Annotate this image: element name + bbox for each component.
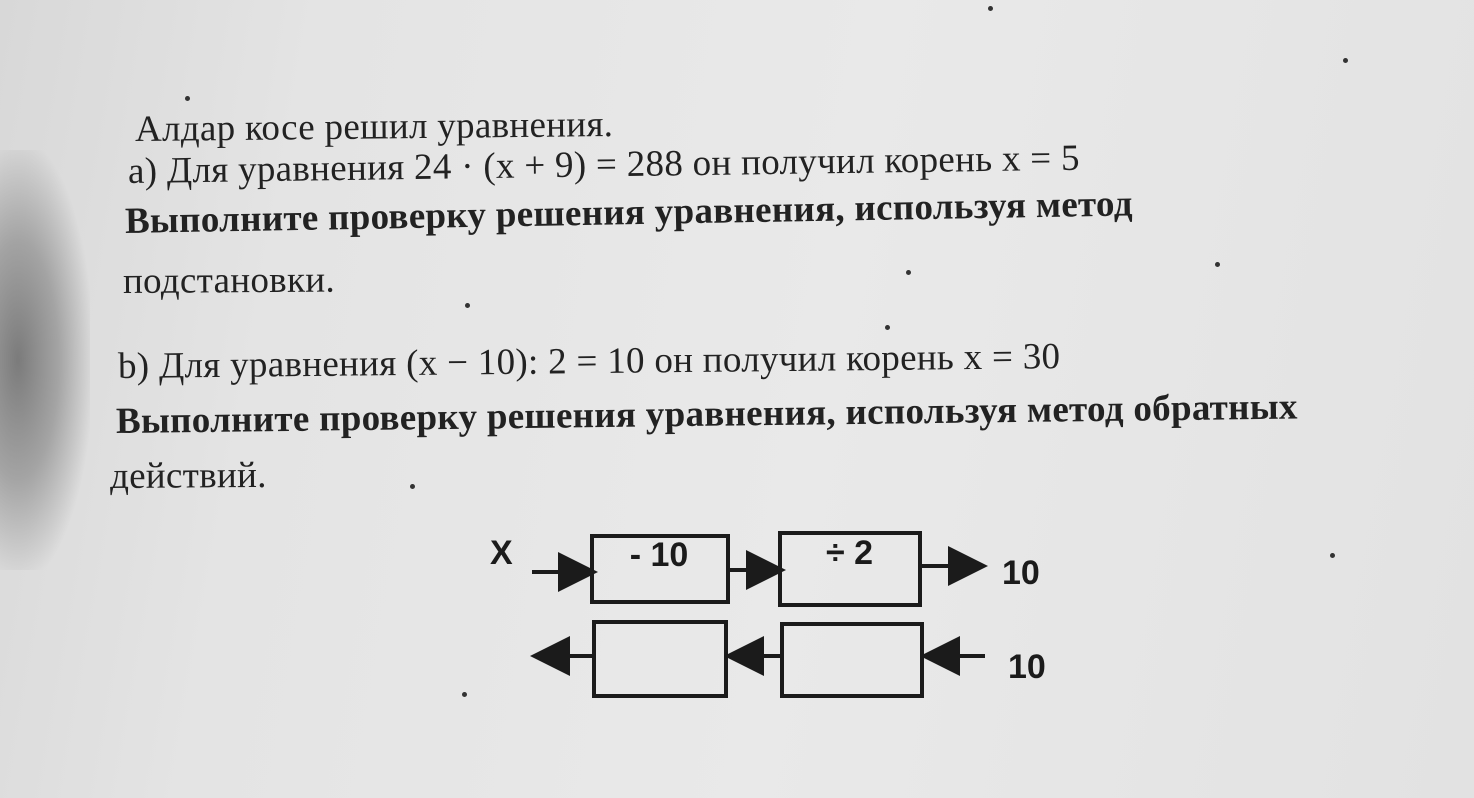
paper-speck xyxy=(410,484,415,489)
input-variable-label: X xyxy=(490,534,513,572)
part-a-task-line-1: Выполните проверку решения уравнения, используя метод xyxy=(124,183,1134,242)
paper-speck xyxy=(906,270,911,275)
paper-speck xyxy=(462,692,467,697)
inverse-operations-diagram xyxy=(480,520,1080,720)
paper-speck xyxy=(465,303,470,308)
paper-speck xyxy=(185,96,190,101)
diagram-arrows xyxy=(480,520,1080,720)
bottom-box-2 xyxy=(782,624,922,696)
problem-intro: Алдар косе решил уравнения. xyxy=(134,103,614,150)
page-shadow xyxy=(0,150,90,570)
top-output-label: 10 xyxy=(1002,554,1040,592)
bottom-output-label: 10 xyxy=(1008,648,1046,686)
paper-speck xyxy=(1343,58,1348,63)
paper-speck xyxy=(885,325,890,330)
bottom-box-1 xyxy=(594,622,726,696)
paper-speck xyxy=(988,6,993,11)
part-a-task-line-2: подстановки. xyxy=(122,259,336,302)
part-b-task-line-1: Выполните проверку решения уравнения, используя метод обратных xyxy=(115,386,1298,442)
top-box-1-label: - 10 xyxy=(629,536,689,574)
part-b-equation: b) Для уравнения (x − 10): 2 = 10 он получил корень x = 30 xyxy=(117,336,1061,387)
paper-speck xyxy=(1330,553,1335,558)
paper-speck xyxy=(1215,262,1220,267)
top-box-2-label: ÷ 2 xyxy=(825,534,873,572)
part-a-equation: а) Для уравнения 24 · (x + 9) = 288 он получил корень x = 5 xyxy=(127,137,1081,192)
part-b-task-line-2: действий. xyxy=(109,454,267,497)
